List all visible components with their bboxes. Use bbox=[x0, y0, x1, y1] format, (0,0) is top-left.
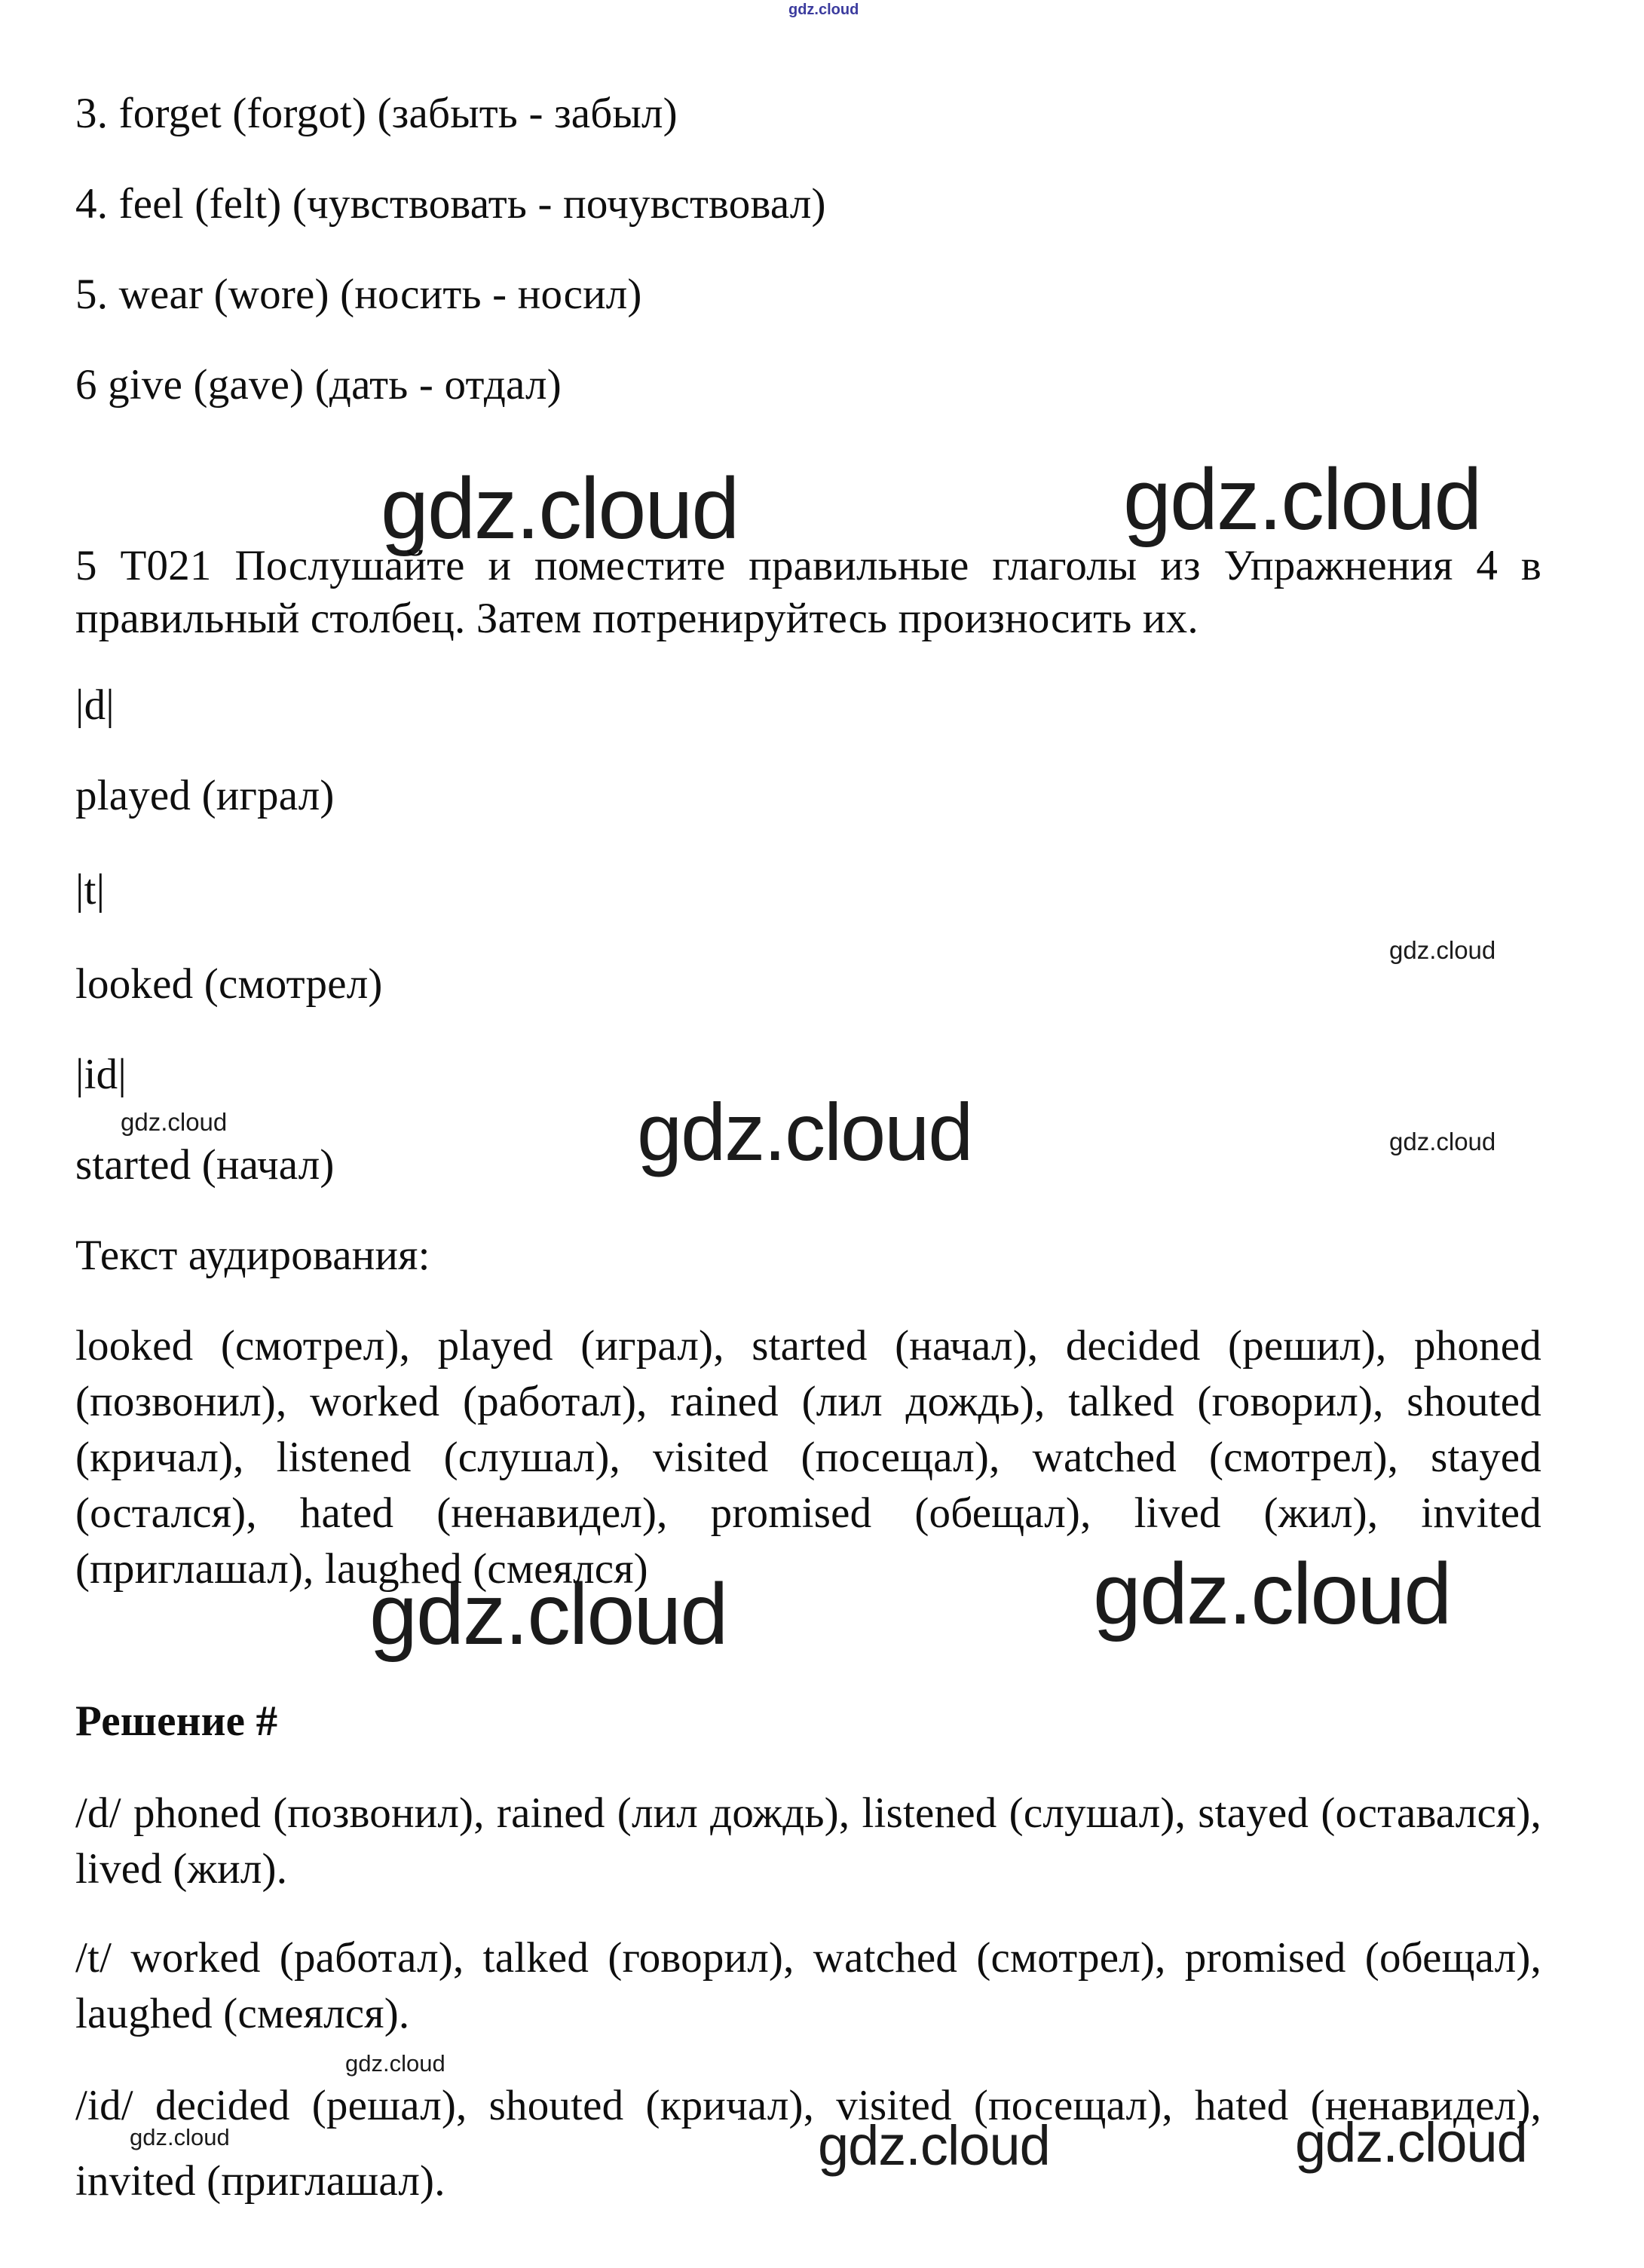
watermark-gdz-cloud-small: gdz.cloud bbox=[130, 2124, 230, 2150]
watermark-gdz-cloud-small: gdz.cloud bbox=[121, 1108, 228, 1136]
exercise-instruction: 5 Т021 Послушайте и поместите правильные глаголы из Упражнения 4 в правильный столбец. Затем потренируйтесь произносить их. bbox=[75, 542, 1541, 642]
solution-group-d: /d/ phoned (позвонил), rained (лил дождь), listened (слушал), stayed (оставался), lived (жил). bbox=[75, 1789, 1541, 1893]
watermark-gdz-cloud-small: gdz.cloud bbox=[1389, 936, 1496, 964]
watermark-gdz-cloud-large: gdz.cloud bbox=[637, 1086, 972, 1177]
audio-script-paragraph: looked (смотрел), played (играл), started (начал), decided (решил), phoned (позвонил), worked (работал), rained (лил дождь), talked (говорил), shouted (кричал), listened (слушал), visited (посещал), watched (смотрел), stayed (остался), hated (ненавидел), promised (обещал), lived (жил), invited (приглашал), laughed (смеялся) bbox=[75, 1322, 1541, 1593]
watermark-gdz-cloud-small: gdz.cloud bbox=[345, 2050, 445, 2077]
verb-list-item: 6 give (gave) (дать - отдал) bbox=[75, 361, 562, 409]
verb-list-item: 3. forget (forgot) (забыть - забыл) bbox=[75, 90, 678, 137]
watermark-gdz-cloud-medium: gdz.cloud bbox=[818, 2114, 1050, 2177]
watermark-gdz-cloud-large: gdz.cloud bbox=[1093, 1546, 1451, 1642]
phoneme-example-t: looked (смотрел) bbox=[75, 960, 383, 1008]
watermark-gdz-cloud-small: gdz.cloud bbox=[1389, 1128, 1496, 1155]
phoneme-label-d: |d| bbox=[75, 681, 115, 729]
verb-list-item: 4. feel (felt) (чувствовать - почувствовал) bbox=[75, 180, 826, 228]
solution-group-id: /id/ decided (решал), shouted (кричал), visited (посещал), hated (ненавидел), invited (приглашал). bbox=[75, 2082, 1541, 2205]
solution-group-t: /t/ worked (работал), talked (говорил), watched (смотрел), promised (обещал), laughed (смеялся). bbox=[75, 1934, 1541, 2037]
watermark-gdz-cloud-top: gdz.cloud bbox=[788, 2, 859, 18]
watermark-gdz-cloud-large: gdz.cloud bbox=[369, 1566, 727, 1663]
watermark-gdz-cloud-large: gdz.cloud bbox=[381, 461, 739, 557]
audio-script-label: Текст аудирования: bbox=[75, 1232, 430, 1279]
phoneme-example-id: started (начал) bbox=[75, 1141, 335, 1189]
watermark-gdz-cloud-large: gdz.cloud bbox=[1123, 451, 1481, 548]
verb-list-item: 5. wear (wore) (носить - носил) bbox=[75, 271, 642, 318]
phoneme-label-id: |id| bbox=[75, 1051, 127, 1098]
solution-heading: Решение # bbox=[75, 1697, 278, 1745]
phoneme-label-t: |t| bbox=[75, 866, 106, 914]
watermark-gdz-cloud-medium: gdz.cloud bbox=[1295, 2111, 1527, 2174]
phoneme-example-d: played (играл) bbox=[75, 772, 335, 819]
